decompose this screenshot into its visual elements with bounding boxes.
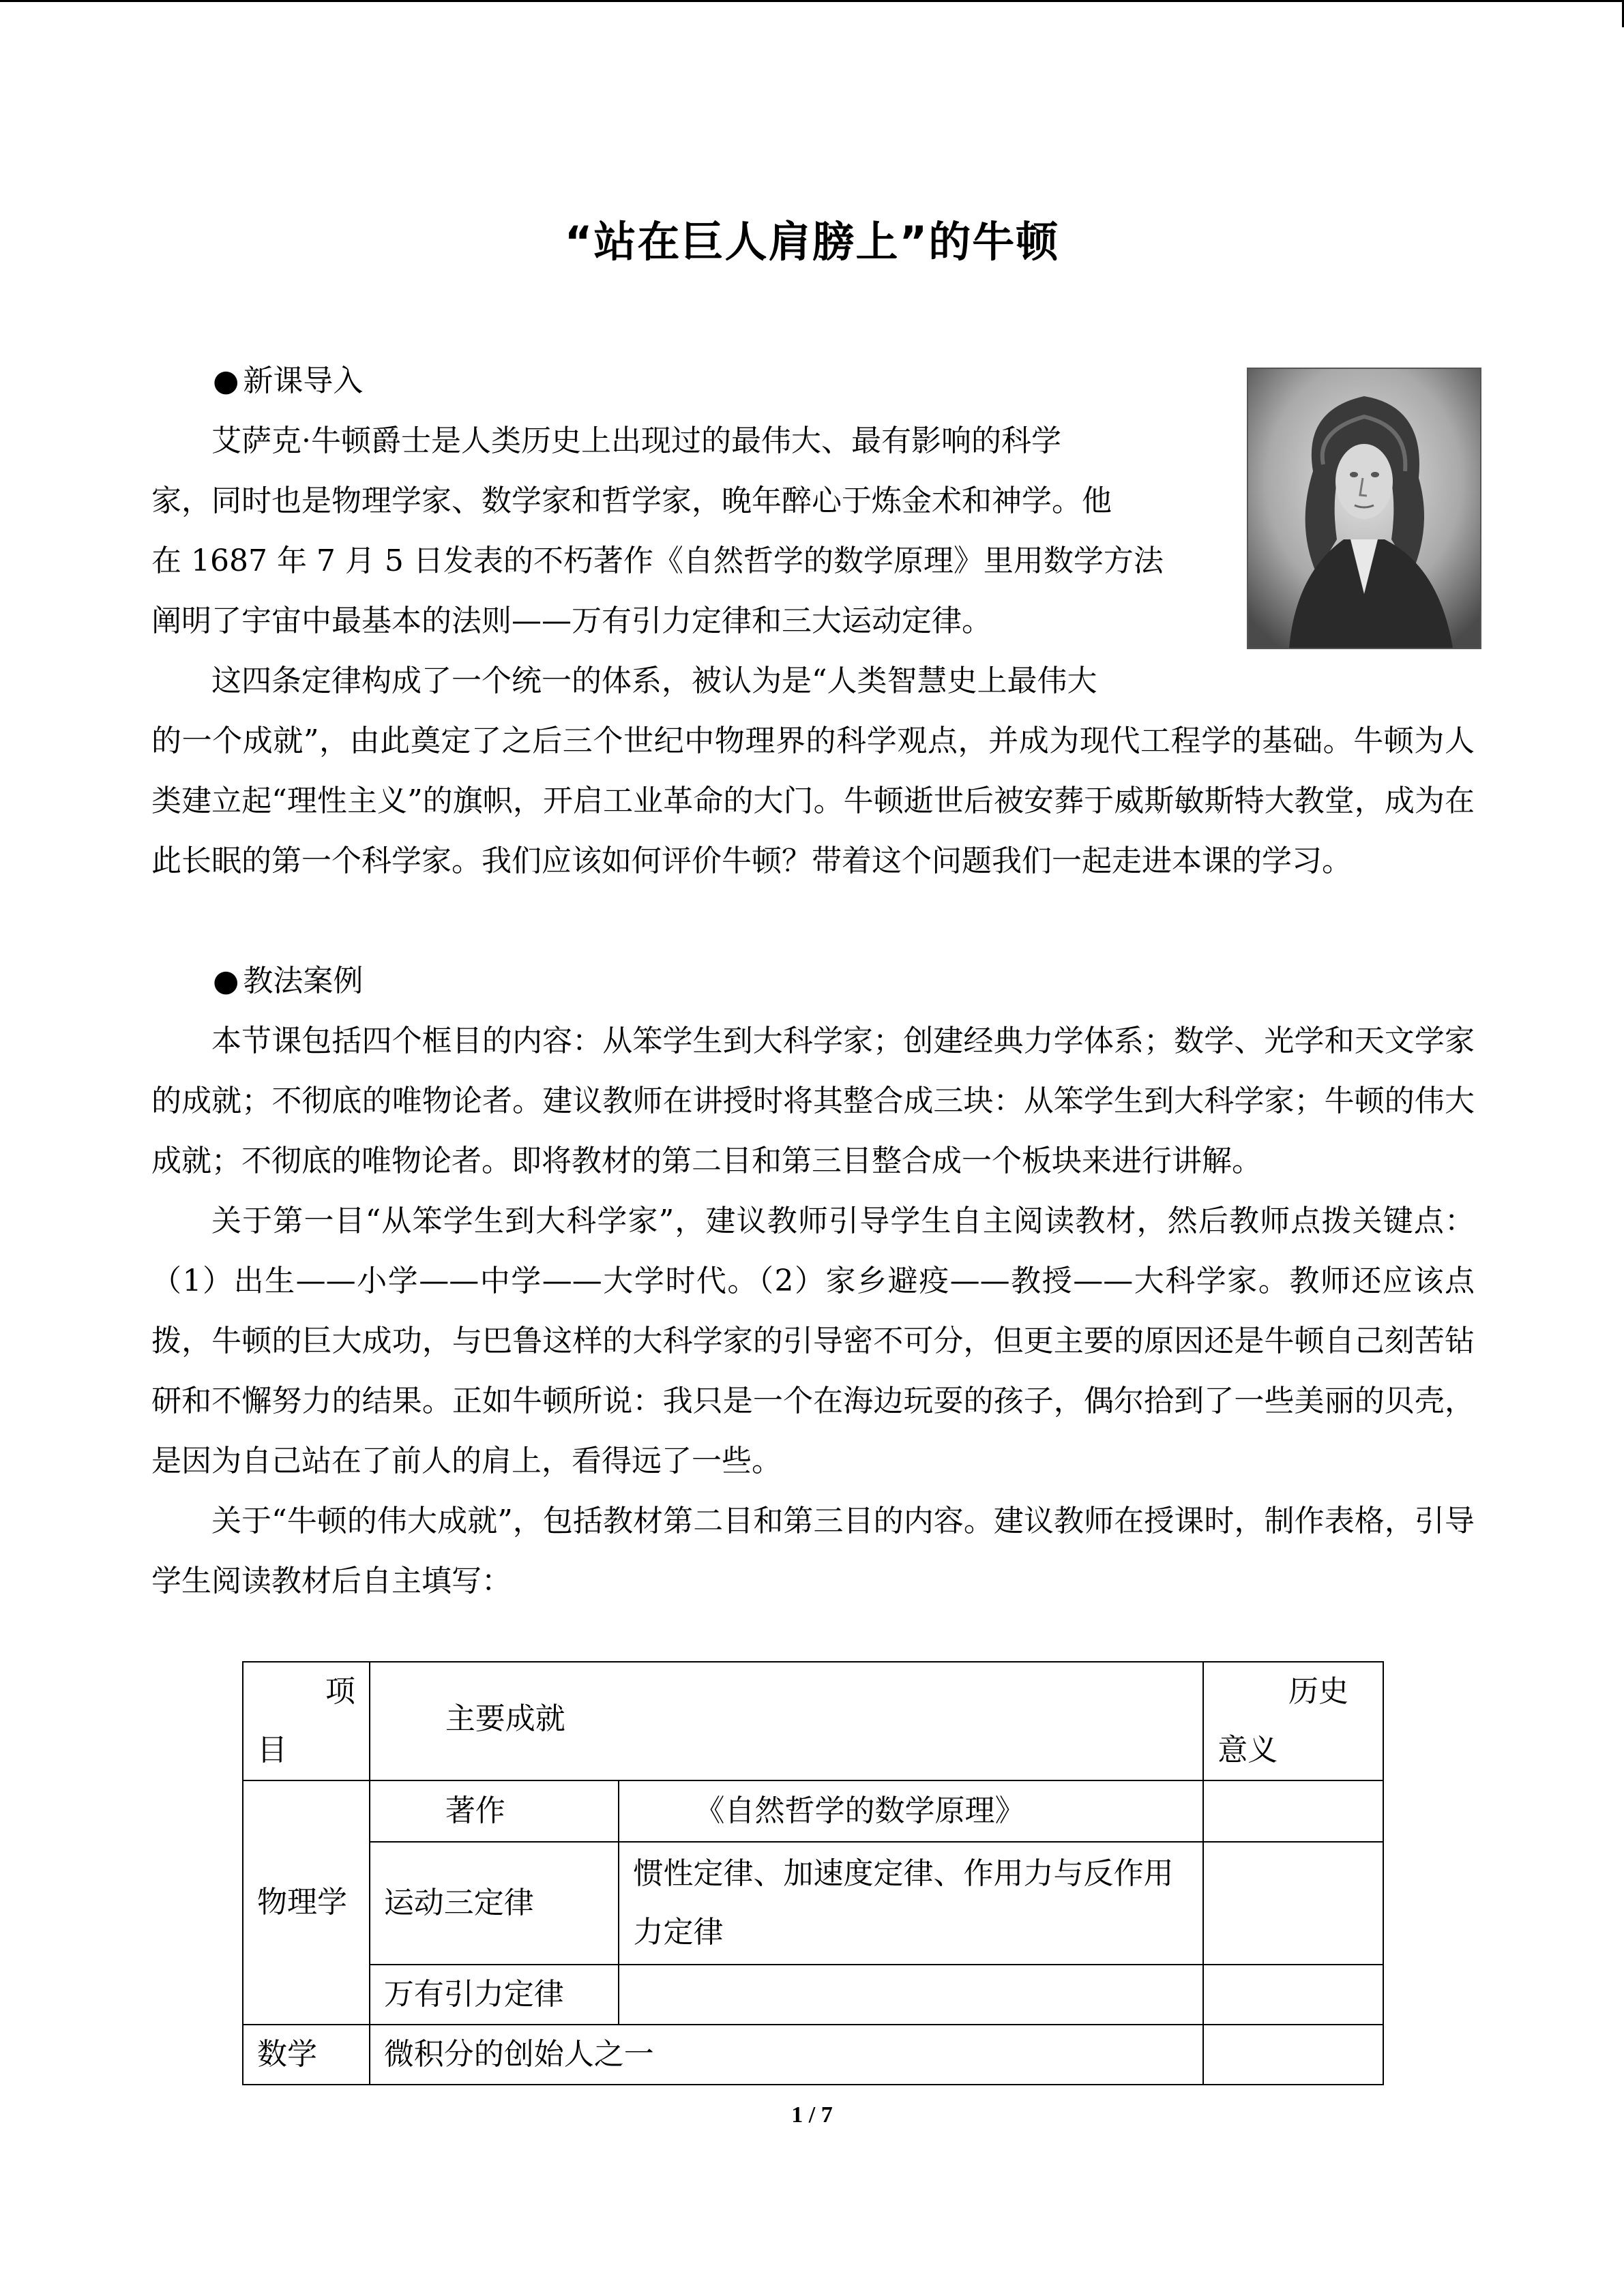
intro-paragraph-2 [151,651,1475,891]
header-item-cell [243,1662,370,1780]
significance-cell [1203,1965,1383,2025]
section-heading-method-label: 教法案例 [243,964,364,998]
physics-sub-cell: 著作 [370,1780,619,1842]
header-item-line2: 目 [257,1733,287,1768]
text-line: 艾萨克·牛顿爵士是人类历史上出现过的最伟大、最有影响的科学 [211,423,1061,458]
table-row [243,1965,1383,2025]
math-label-cell: 数学 [243,2025,370,2085]
bullet-icon: ● [213,363,239,398]
header-achievement-cell [370,1662,1203,1780]
achievements-table [242,1661,1384,2085]
significance-cell [1203,1842,1383,1965]
table-row [243,1780,1383,1842]
paragraph-text: 的一个成就”，由此奠定了之后三个世纪中物理界的科学观点，并成为现代工程学的基础。牛顿为人类建立起“理性主义”的旗帜，开启工业革命的大门。牛顿逝世后被安葬于威斯敏斯特大教堂，成为在此长眠的第一个科学家。我们应该如何评价牛顿？带着这个问题我们一起走进本课的学习。 [151,724,1475,878]
text-line: 这四条定律构成了一个统一的体系，被认为是“人类智慧史上最伟大 [211,664,1097,698]
section-heading-intro [213,351,363,411]
physics-content-cell: 惯性定律、加速度定律、作用力与反作用力定律 [619,1842,1203,1965]
intro-paragraph-1 [151,411,1215,651]
physics-label-cell: 物理学 [243,1780,370,2025]
significance-cell [1203,1780,1383,1842]
method-paragraph-1: 本节课包括四个框目的内容：从笨学生到大科学家；创建经典力学体系；数学、光学和天文学家的成就；不彻底的唯物论者。建议教师在讲授时将其整合成三块：从笨学生到大科学家；牛顿的伟大成就；不彻底的唯物论者。即将教材的第二目和第三目整合成一个板块来进行讲解。 [151,1024,1475,1178]
section-heading-method [213,951,363,1011]
physics-content-cell: 《自然哲学的数学原理》 [619,1780,1203,1842]
physics-sub-cell: 运动三定律 [370,1842,619,1965]
portrait-illustration [1248,369,1480,648]
header-significance-cell [1203,1662,1383,1780]
text-line: 在 1687 年 7 月 5 日发表的不朽著作《自然哲学的数学原理》里用数学方法 [151,543,1164,578]
newton-portrait-image [1247,368,1481,649]
table-row [243,1842,1383,1965]
bullet-icon: ● [213,964,239,998]
section-heading-intro-label: 新课导入 [243,363,364,398]
header-item-line1: 项 [325,1674,355,1709]
text-line: 家，同时也是物理学家、数学家和哲学家，晚年醉心于炼金术和神学。他 [151,483,1112,518]
physics-sub-cell: 万有引力定律 [370,1965,619,2025]
top-border-line [0,0,1624,2]
page-title: “站在巨人肩膀上”的牛顿 [564,217,1060,267]
header-significance-line2: 意义 [1217,1733,1278,1768]
text-line: 阐明了宇宙中最基本的法则——万有引力定律和三大运动定律。 [151,603,992,638]
method-paragraph-2: 关于第一目“从笨学生到大科学家”，建议教师引导学生自主阅读教材，然后教师点拨关键点：（1）出生——小学——中学——大学时代。（2）家乡避疫——教授——大科学家。教师还应该点拨，牛顿的巨大成功，与巴鲁这样的大科学家的引导密不可分，但更主要的原因还是牛顿自己刻苦钻研和不懈努力的结果。正如牛顿所说：我只是一个在海边玩耍的孩子，偶尔拾到了一些美丽的贝壳，是因为自己站在了前人的肩上，看得远了一些。 [151,1204,1475,1478]
header-significance-line1: 历史 [1288,1674,1348,1709]
header-achievement-label: 主要成就 [445,1701,565,1736]
table-header-row [243,1662,1383,1780]
page-number: 1 / 7 [791,2102,833,2128]
table-row [243,2025,1383,2085]
physics-content-cell [619,1965,1203,2025]
method-paragraphs [151,1011,1475,1611]
math-content-cell: 微积分的创始人之一 [370,2025,1203,2085]
method-paragraph-3: 关于“牛顿的伟大成就”，包括教材第二目和第三目的内容。建议教师在授课时，制作表格，引导学生阅读教材后自主填写： [151,1504,1475,1598]
significance-cell [1203,2025,1383,2085]
